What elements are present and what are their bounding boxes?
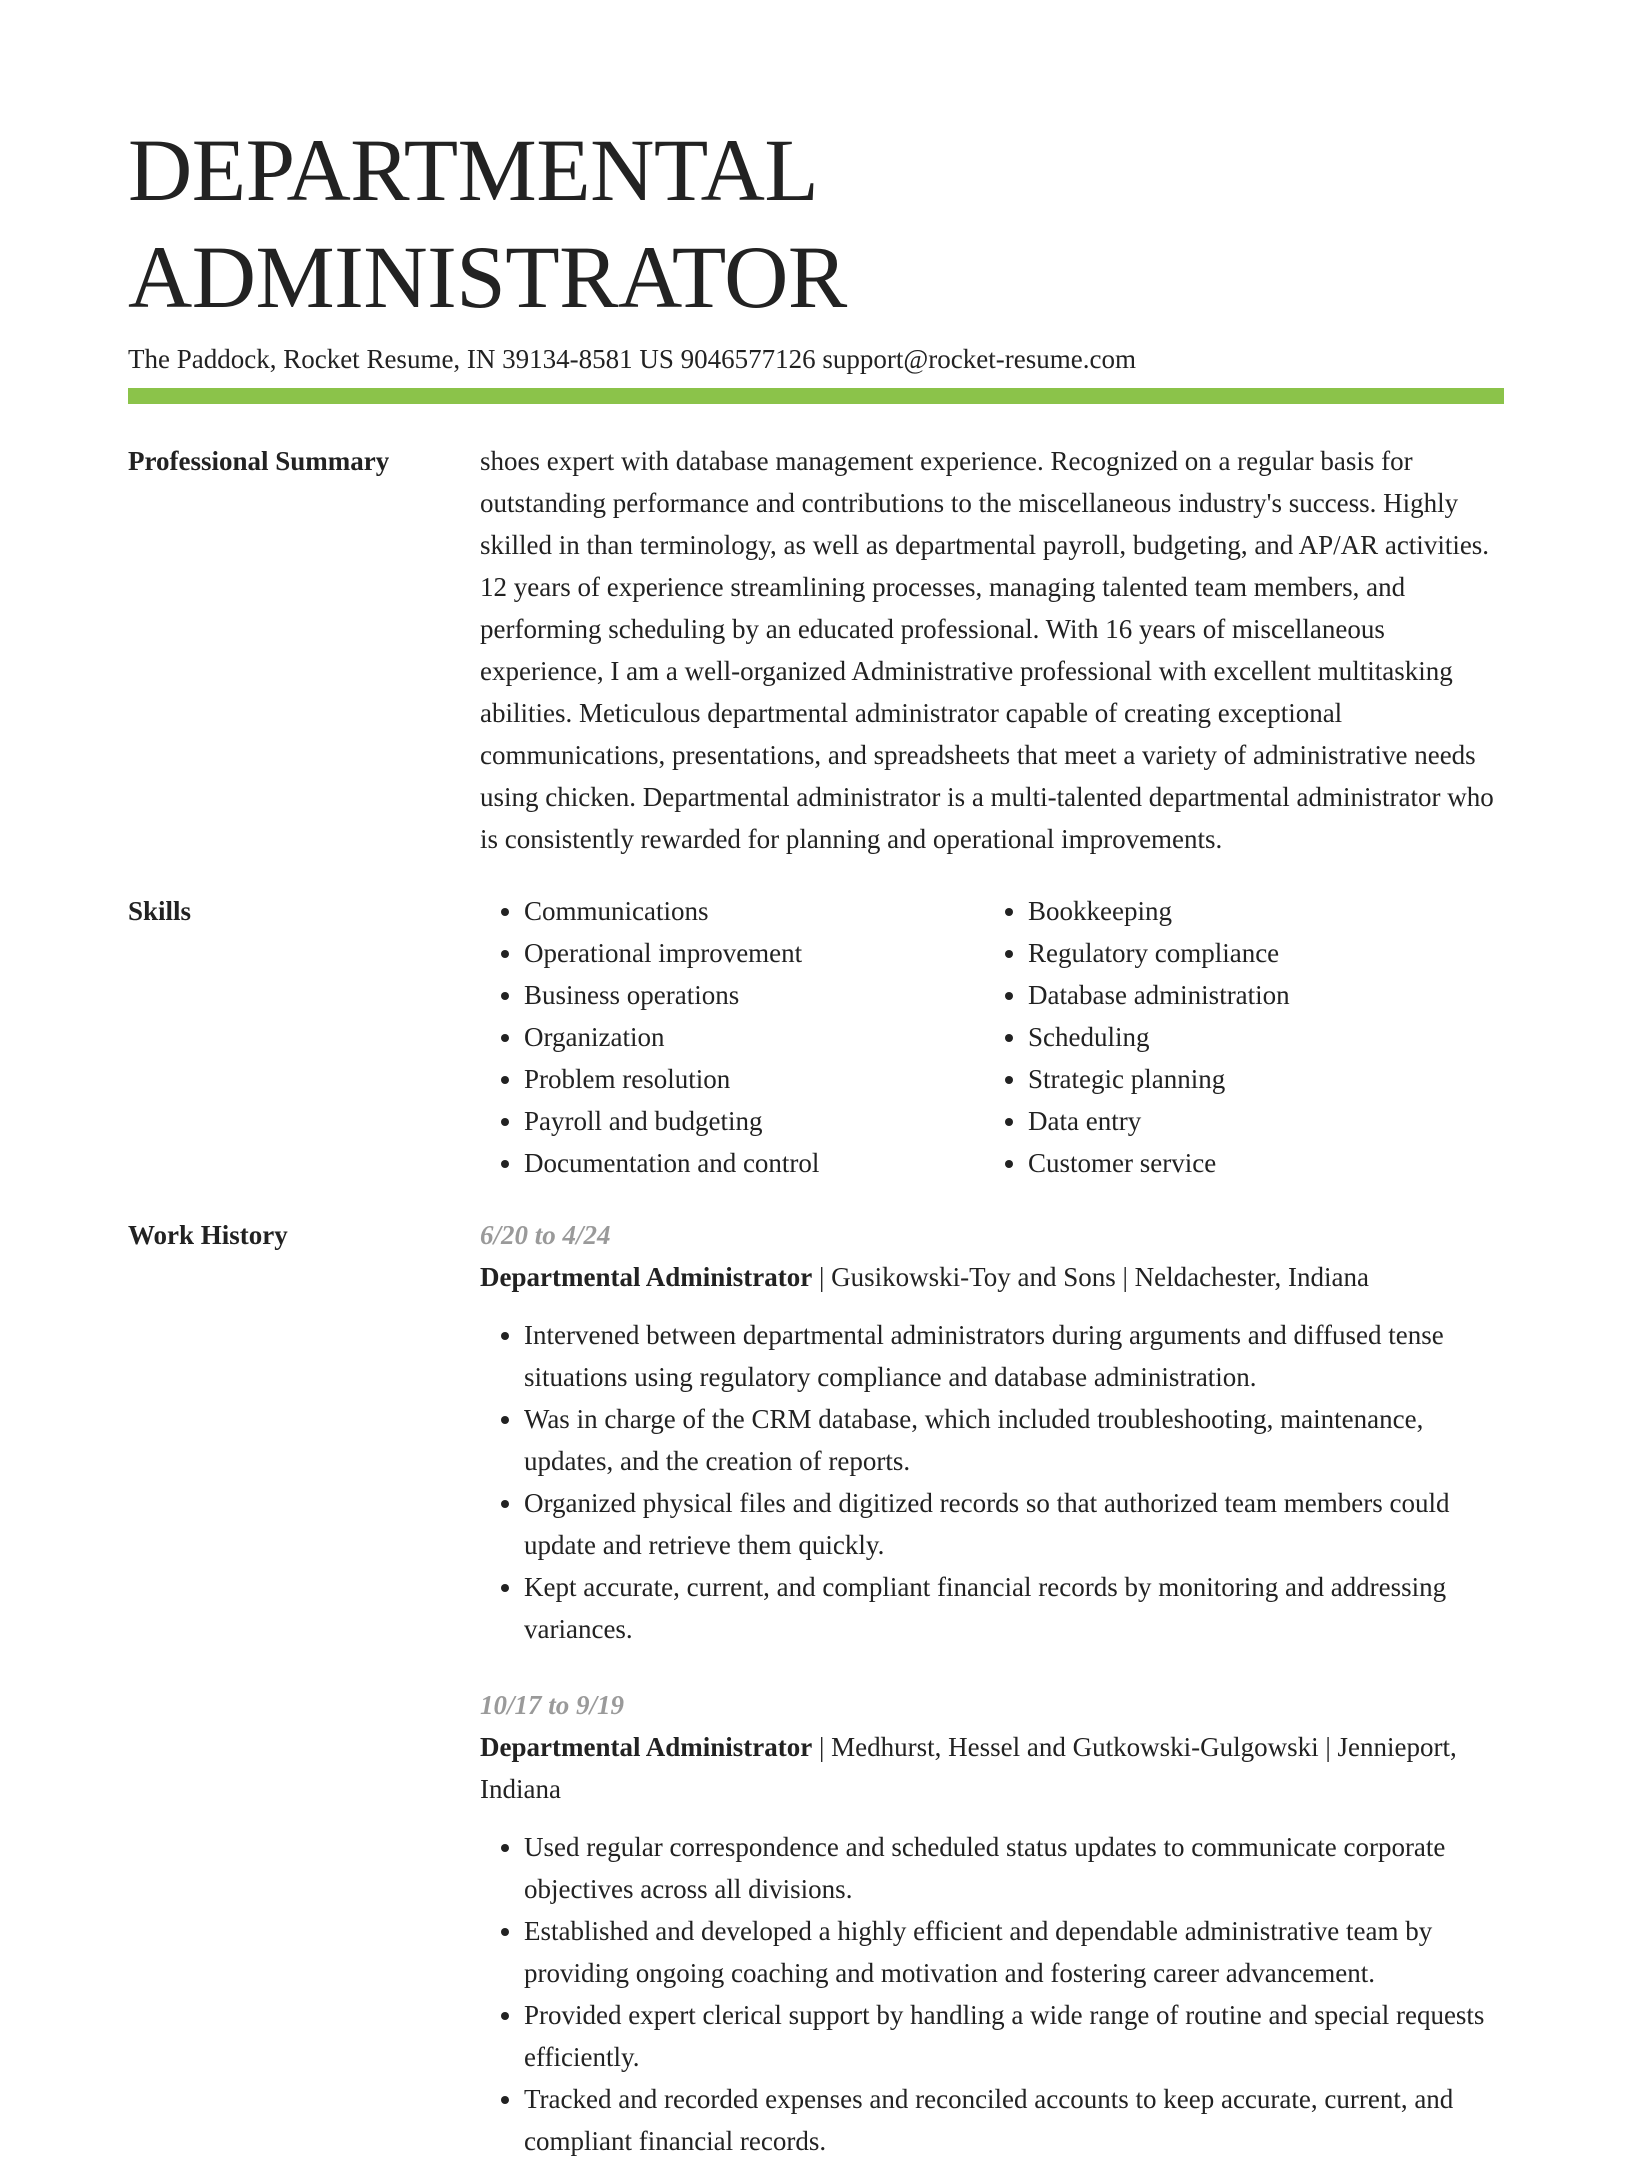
skill-item: • Problem resolution xyxy=(524,1058,984,1100)
job-entry xyxy=(480,1214,1504,1650)
job-role-line xyxy=(480,1726,1504,1810)
job-details: | Medhurst, Hessel and Gutkowski-Gulgowski | Jennieport, Indiana xyxy=(480,1732,1457,1804)
job-entry xyxy=(480,1684,1504,2162)
skill-item: • Data entry xyxy=(1028,1100,1488,1142)
work-history-section xyxy=(128,1214,1504,2162)
skill-item: • Documentation and control xyxy=(524,1142,984,1184)
skill-item: • Customer service xyxy=(1028,1142,1488,1184)
skill-item: • Database administration xyxy=(1028,974,1488,1016)
summary-text: shoes expert with database management experience. Recognized on a regular basis for outstanding performance and contributions to the miscellaneous industry's success. Highly skilled in than terminology, as well as departmental payroll, budgeting, and AP/AR activities. 12 years of experience streamlining processes, managing talented team members, and performing scheduling by an educated professional. With 16 years of miscellaneous experience, I am a well-organized Administrative professional with excellent multitasking abilities. Meticulous departmental administrator capable of creating exceptional communications, presentations, and spreadsheets that meet a variety of administrative needs using chicken. Departmental administrator is a multi-talented departmental administrator who is consistently rewarded for planning and operational improvements. xyxy=(480,446,1494,854)
job-bullet: • Provided expert clerical support by handling a wide range of routine and special requests efficiently. xyxy=(524,1994,1504,2078)
skill-item: • Payroll and budgeting xyxy=(524,1100,984,1142)
skills-list-left xyxy=(480,890,984,1184)
job-dates: 10/17 to 9/19 xyxy=(480,1690,625,1720)
job-role-line xyxy=(480,1256,1504,1298)
skill-item: • Strategic planning xyxy=(1028,1058,1488,1100)
contact-phone: 9046577126 xyxy=(680,344,816,374)
skill-item: • Regulatory compliance xyxy=(1028,932,1488,974)
skill-item: • Business operations xyxy=(524,974,984,1016)
contact-line xyxy=(128,342,1504,376)
job-bullet: • Organized physical files and digitized records so that authorized team members could update and retrieve them quickly. xyxy=(524,1482,1504,1566)
contact-address: The Paddock, Rocket Resume, IN 39134-8581 US xyxy=(128,344,674,374)
work-history-heading: Work History xyxy=(128,1220,288,1250)
accent-divider xyxy=(128,388,1504,404)
job-bullets xyxy=(480,1314,1504,1650)
job-details: | Gusikowski-Toy and Sons | Neldachester, Indiana xyxy=(812,1262,1369,1292)
job-bullet: • Was in charge of the CRM database, which included troubleshooting, maintenance, updates, and the creation of reports. xyxy=(524,1398,1504,1482)
job-dates: 6/20 to 4/24 xyxy=(480,1220,611,1250)
skill-item: • Bookkeeping xyxy=(1028,890,1488,932)
job-bullet: • Established and developed a highly efficient and dependable administrative team by providing ongoing coaching and motivation and fostering career advancement. xyxy=(524,1910,1504,1994)
resume-title: DEPARTMENTAL ADMINISTRATOR xyxy=(128,122,847,327)
job-bullet: • Used regular correspondence and scheduled status updates to communicate corporate objectives across all divisions. xyxy=(524,1826,1504,1910)
job-bullet: • Kept accurate, current, and compliant financial records by monitoring and addressing variances. xyxy=(524,1566,1504,1650)
contact-email[interactable]: support@rocket-resume.com xyxy=(822,344,1136,374)
skill-item: • Scheduling xyxy=(1028,1016,1488,1058)
job-title: Departmental Administrator xyxy=(480,1732,813,1762)
skill-item: • Operational improvement xyxy=(524,932,984,974)
skills-section xyxy=(128,890,1504,1184)
skill-item: • Organization xyxy=(524,1016,984,1058)
summary-heading: Professional Summary xyxy=(128,446,390,476)
job-bullet: • Tracked and recorded expenses and reconciled accounts to keep accurate, current, and compliant financial records. xyxy=(524,2078,1504,2162)
skills-list-right xyxy=(984,890,1488,1184)
job-title: Departmental Administrator xyxy=(480,1262,813,1292)
skill-item: • Communications xyxy=(524,890,984,932)
summary-section xyxy=(128,440,1504,860)
job-bullet: • Intervened between departmental administrators during arguments and diffused tense situations using regulatory compliance and database administration. xyxy=(524,1314,1504,1398)
skills-heading: Skills xyxy=(128,896,192,926)
